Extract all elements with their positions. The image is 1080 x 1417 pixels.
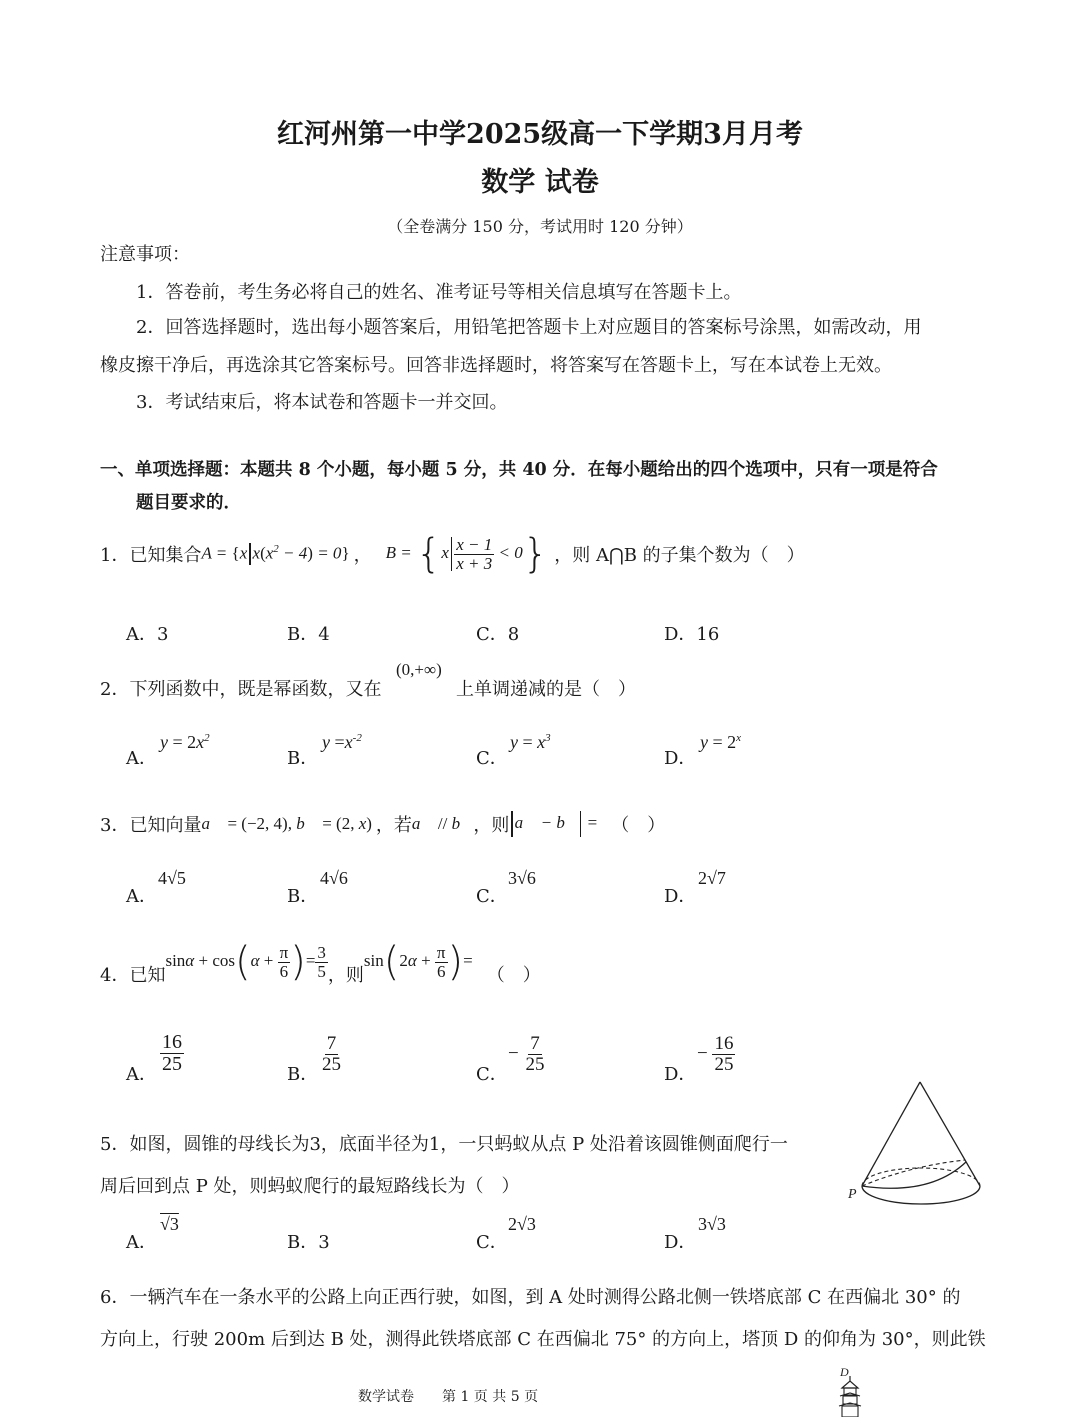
q3-option-a-label: A． [126,886,157,907]
q4-option-a-label: A． [126,1064,157,1085]
q1-sep: ， [353,545,372,566]
q4-suffix: （ ） [486,965,541,986]
q3-mid: ，若 [375,815,412,836]
q4-option-b-label: B． [287,1064,319,1085]
q2-suffix: 上单调递减的是（ ） [456,679,636,700]
cone-figure [840,1076,990,1216]
tower-roof [842,1381,858,1388]
notice-item-2-line2: 橡皮擦干净后，再选涂其它答案标号。回答非选择题时，将答案写在答题卡上，写在本试卷上无效。 [100,355,892,376]
notice-heading: 注意事项： [100,244,190,265]
q5-line2: 周后回到点 P 处，则蚂蚁爬行的最短路线长为（ ） [100,1176,520,1197]
section1-heading-line1: 一、单项选择题：本题共 8 个小题，每小题 5 分，共 40 分．在每小题给出的四个选项中，只有一项是符合 [100,460,938,480]
q3-option-c-label: C． [476,886,508,907]
tower-point-d: D [840,1366,849,1379]
cone-point-p: P [848,1187,857,1202]
q6-line2: 方向上，行驶 200m 后到达 B 处，测得此铁塔底部 C 在西偏北 75° 的方向上，塔顶 D 的仰角为 30°，则此铁 [100,1329,986,1350]
q4-option-c-label: C． [476,1064,508,1085]
q2-option-d-label: D． [664,748,697,769]
section1-heading-line2: 题目要求的． [136,493,241,513]
q3-option-a-value: 4√5 [158,868,186,888]
q2-option-b-label: B． [287,748,319,769]
q1-option-c: C．8 [476,624,520,645]
exam-subtitle: 数学 试卷 [481,167,599,198]
q1-prefix: 1．已知集合 [100,545,202,566]
cone-base-front [862,1186,980,1204]
q4-condition: sinα + cos(α + $\frac{\pi}{6}$ )= $\frac{3}{5}$ [165,939,326,985]
q4-prefix: 4．已知 [100,965,166,986]
q3-option-d-value: 2√7 [698,868,726,888]
page-footer: 数学试卷 第 1 页 共 5 页 [358,1389,539,1405]
q2-prefix: 2．下列函数中，既是幂函数，又在 [100,679,382,700]
q2-option-c-expr: $y = x^3$ [510,732,551,752]
q4-option-b-value: $\frac{7}{25}$ [322,1033,341,1075]
q2-option-a-label: A． [126,748,157,769]
question-3 [100,799,665,849]
q5-option-d-value: 3√3 [698,1214,726,1234]
q1-set-b: B = {x $\frac{x - 1}{x + 3}$ < 0} [385,531,549,577]
q3-parallel: a⃗ // b⃗ [411,814,474,833]
q3-option-d-label: D． [664,886,697,907]
q1-option-a: A．3 [126,624,169,645]
q3-prefix: 3．已知向量 [100,815,202,836]
q5-option-c-label: C． [476,1232,508,1253]
q4-option-c-value: − $\frac{7}{25}$ [508,1033,545,1075]
q5-option-b: B．3 [287,1232,330,1253]
q4-then: ，则 [327,965,364,986]
q5-option-a-label: A． [126,1232,157,1253]
notice-item-1: 1．答卷前，考生务必将自己的姓名、准考证号等相关信息填写在答题卡上。 [136,282,742,303]
tower-figure [830,1366,870,1417]
q1-option-d: D．16 [664,624,720,645]
q2-option-d-expr: y = 2$^x$ [700,732,742,752]
q6-line1: 6．一辆汽车在一条水平的公路上向正西行驶，如图，到 A 处时测得公路北侧一铁塔底部 C 在西偏北 30° 的 [100,1287,961,1308]
q1-option-b: B．4 [287,624,330,645]
q3-vectors: a⃗ = (−2, 4), b⃗ = (2, x) [201,814,372,833]
q3-then: ，则 [473,815,510,836]
q4-target: sin(2α + $\frac{\pi}{6}$ )= [363,939,473,985]
q3-option-b-value: 4√6 [320,868,348,888]
cone-base-back [862,1168,980,1186]
question-1 [100,524,805,584]
q2-interval: (0,+∞) [396,660,442,679]
ant-path-front [862,1162,966,1188]
q2-option-a-expr: $y = 2x^2$ [160,732,210,752]
notice-item-2-line1: 2．回答选择题时，选出每小题答案后，用铅笔把答题卡上对应题目的答案标号涂黑，如需改动，用 [136,317,922,338]
q3-option-b-label: B． [287,886,319,907]
q4-option-d-label: D． [664,1064,697,1085]
q5-option-c-value: 2√3 [508,1214,536,1234]
q4-option-a-value: $\frac{16}{25}$ [162,1031,182,1075]
notice-item-3: 3．考试结束后，将本试卷和答题卡一并交回。 [136,392,508,413]
q5-option-d-label: D． [664,1232,697,1253]
q4-option-d-value: − $\frac{16}{25}$ [697,1033,734,1075]
exam-info: （全卷满分 150 分，考试用时 120 分钟） [387,217,693,236]
cone-left-edge [862,1082,920,1186]
q5-line1: 5．如图，圆锥的母线长为3，底面半径为1，一只蚂蚁从点 P 处沿着该圆锥侧面爬行一 [100,1134,788,1155]
question-4 [100,936,541,996]
q3-magnitude: a⃗ − b⃗ = [509,811,597,837]
exam-title: 红河州第一中学2025级高一下学期3月月考 [277,119,803,150]
q3-option-c-value: 3√6 [508,868,536,888]
q2-option-b-expr: $y =x^{-2}$ [322,732,362,752]
ant-path-back [862,1160,965,1186]
q3-suffix: （ ） [611,815,666,836]
q1-suffix: ，则 A⋂B 的子集个数为（ ） [554,545,805,566]
tower-level-3 [842,1406,858,1417]
q5-option-a-value: √3 [160,1214,179,1234]
q1-set-a: A = {x $x(x^2 - 4) = 0$} [201,543,349,566]
q2-option-c-label: C． [476,748,508,769]
